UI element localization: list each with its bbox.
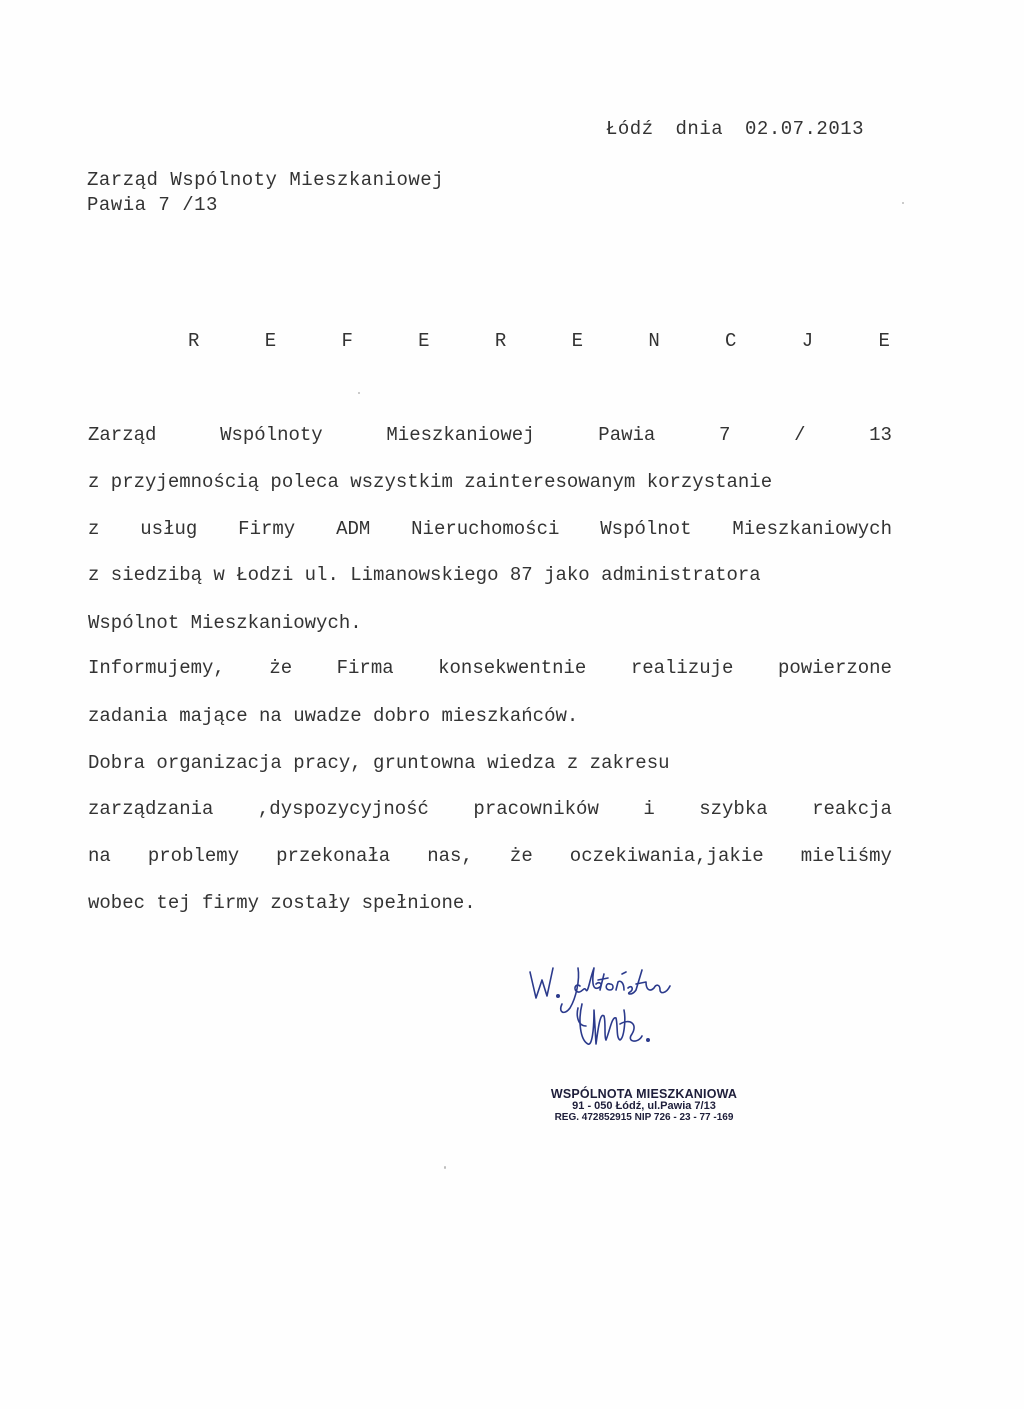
body-line-4	[88, 564, 892, 586]
word: ADM	[336, 518, 371, 540]
line-text: wobec tej firmy zostały spełnione.	[88, 892, 476, 914]
word: Nieruchomości	[411, 518, 560, 540]
line-text: z przyjemnością poleca wszystkim zainteresowanym korzystanie	[88, 471, 773, 493]
body-line-1	[88, 424, 892, 446]
body-line-3	[88, 518, 892, 540]
word: reakcja	[812, 798, 892, 820]
signature-drawing	[520, 960, 720, 1060]
scan-speck	[358, 392, 360, 394]
word: 7	[718, 424, 731, 446]
word: usług	[140, 518, 198, 540]
word: /	[794, 424, 806, 446]
word: konsekwentnie	[438, 657, 587, 679]
body-line-6	[88, 657, 892, 679]
organization-stamp	[534, 1088, 754, 1123]
word: Firma	[336, 657, 394, 679]
body-line-5	[88, 612, 892, 634]
body-line-8	[88, 752, 892, 774]
word: problemy	[147, 845, 240, 867]
handwritten-signature	[520, 960, 720, 1060]
title-letter: C	[725, 330, 737, 352]
body-line-7	[88, 705, 892, 727]
word: że	[509, 845, 533, 867]
word: Pawia	[598, 424, 656, 446]
title-letter: N	[648, 330, 660, 352]
letter-date: Łódź dnia 02.07.2013	[606, 118, 865, 140]
body-line-2	[88, 471, 892, 493]
title-letter: E	[418, 330, 430, 352]
title-letter: J	[801, 330, 814, 352]
scan-speck	[444, 1166, 446, 1169]
word: pracowników	[473, 798, 599, 820]
word: i	[643, 798, 655, 820]
scan-speck	[902, 202, 904, 204]
word: realizuje	[630, 657, 734, 679]
word: Informujemy,	[88, 657, 225, 679]
word: oczekiwania,jakie	[569, 845, 764, 867]
title-letter: E	[878, 330, 890, 352]
word: mieliśmy	[800, 845, 892, 867]
word: Wspólnot	[600, 518, 692, 540]
title-letter: E	[264, 330, 277, 352]
title-letter: R	[188, 330, 200, 352]
word: powierzone	[777, 657, 892, 679]
body-line-11	[88, 892, 892, 914]
word: Mieszkaniowej	[386, 424, 535, 446]
line-text: z siedzibą w Łodzi ul. Limanowskiego 87 jako administratora	[88, 564, 761, 586]
word: szybka	[699, 798, 768, 820]
stamp-line-3: REG. 472852915 NIP 726 - 23 - 77 -169	[554, 1111, 734, 1123]
word: że	[269, 657, 293, 679]
recipient-address: Pawia 7 /13	[87, 194, 218, 216]
recipient-name: Zarząd Wspólnoty Mieszkaniowej	[87, 169, 445, 191]
word: 13	[869, 424, 892, 446]
word: z	[88, 518, 100, 540]
word: na	[88, 845, 111, 867]
line-text: zadania mające na uwadze dobro mieszkańców.	[88, 705, 579, 727]
line-text: Dobra organizacja pracy, gruntowna wiedza z zakresu	[88, 752, 670, 774]
word: Wspólnoty	[220, 424, 323, 446]
word: ,dyspozycyjność	[257, 798, 429, 820]
word: zarządzania	[88, 798, 214, 820]
word: przekonała	[276, 845, 391, 867]
title-letter: E	[571, 330, 583, 352]
word: nas,	[427, 845, 473, 867]
title-letter: F	[341, 330, 353, 352]
document-title	[188, 330, 890, 352]
word: Firmy	[238, 518, 296, 540]
stamp-line-2: 91 - 050 Łódź, ul.Pawia 7/13	[572, 1100, 716, 1113]
body-line-9	[88, 798, 892, 820]
word: Zarząd	[88, 424, 157, 446]
word: Mieszkaniowych	[732, 518, 892, 540]
title-letter: R	[494, 330, 507, 352]
body-line-10	[88, 845, 892, 867]
line-text: Wspólnot Mieszkaniowych.	[88, 612, 362, 634]
stamp-line-1: WSPÓLNOTA MIESZKANIOWA	[550, 1087, 738, 1101]
